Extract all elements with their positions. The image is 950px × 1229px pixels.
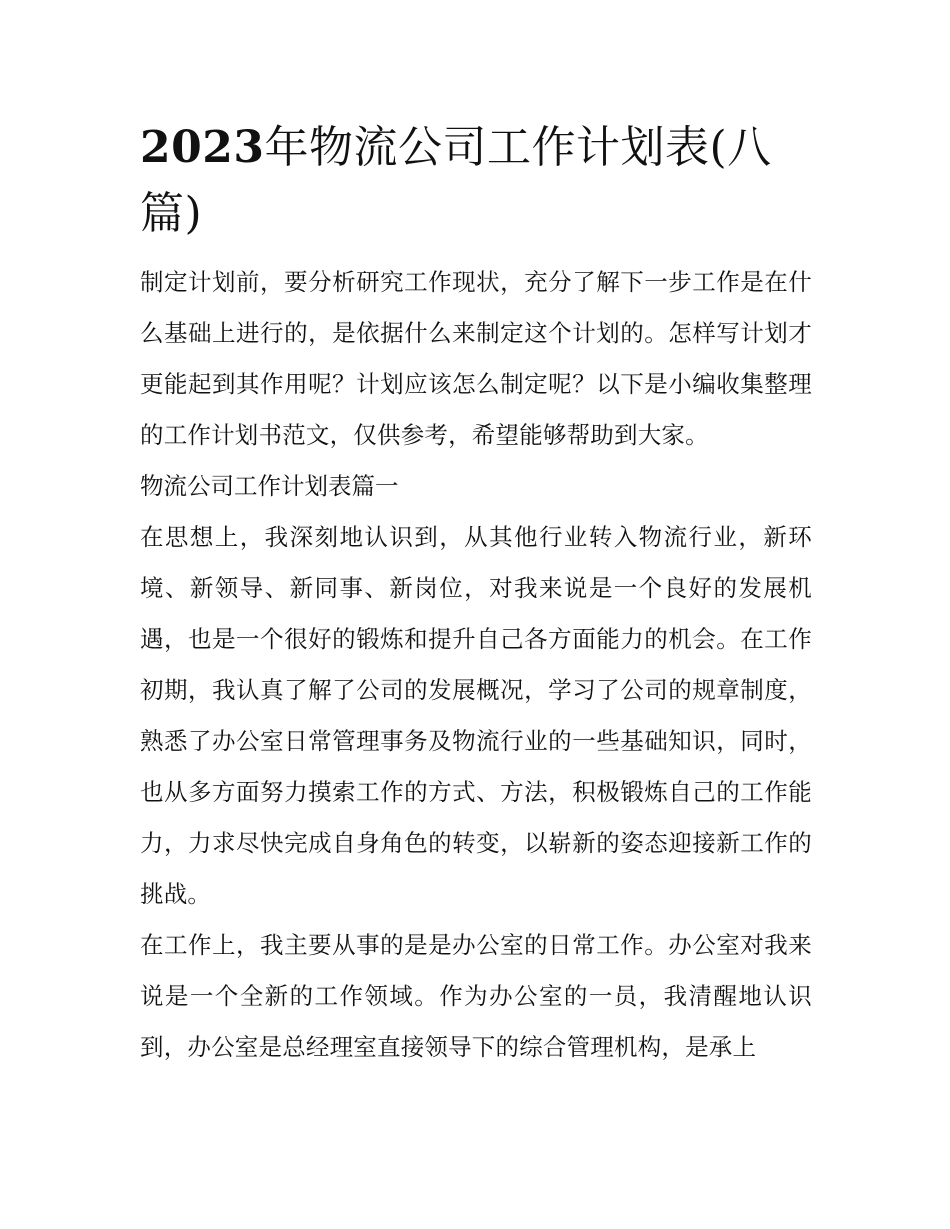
document-content (140, 115, 812, 1073)
body-paragraph-1: 在思想上，我深刻地认识到，从其他行业转入物流行业，新环境、新领导、新同事、新岗位，对我来说是一个良好的发展机遇，也是一个很好的锻炼和提升自己各方面能力的机会。在工作初期，我认真了解了公司的发展概况，学习了公司的规章制度，熟悉了办公室日常管理事务及物流行业的一些基础知识，同时，也从多方面努力摸索工作的方式、方法，积极锻炼自己的工作能力，力求尽快完成自身角色的转变，以崭新的姿态迎接新工作的挑战。 (140, 523, 812, 908)
intro-paragraph: 制定计划前，要分析研究工作现状，充分了解下一步工作是在什么基础上进行的，是依据什么来制定这个计划的。怎样写计划才更能起到其作用呢？计划应该怎么制定呢？以下是小编收集整理的工作计划书范文，仅供参考，希望能够帮助到大家。 (140, 268, 812, 449)
section-heading: 物流公司工作计划表篇一 (140, 472, 399, 500)
title-year: 2023 (140, 122, 265, 173)
body-paragraph-2: 在工作上，我主要从事的是是办公室的日常工作。办公室对我来说是一个全新的工作领域。作为办公室的一员，我清醒地认识到，办公室是总经理室直接领导下的综合管理机构，是承上 (140, 931, 812, 1061)
document-title (140, 115, 812, 247)
title-text: 年物流公司工作计划表(八篇) (140, 122, 772, 239)
